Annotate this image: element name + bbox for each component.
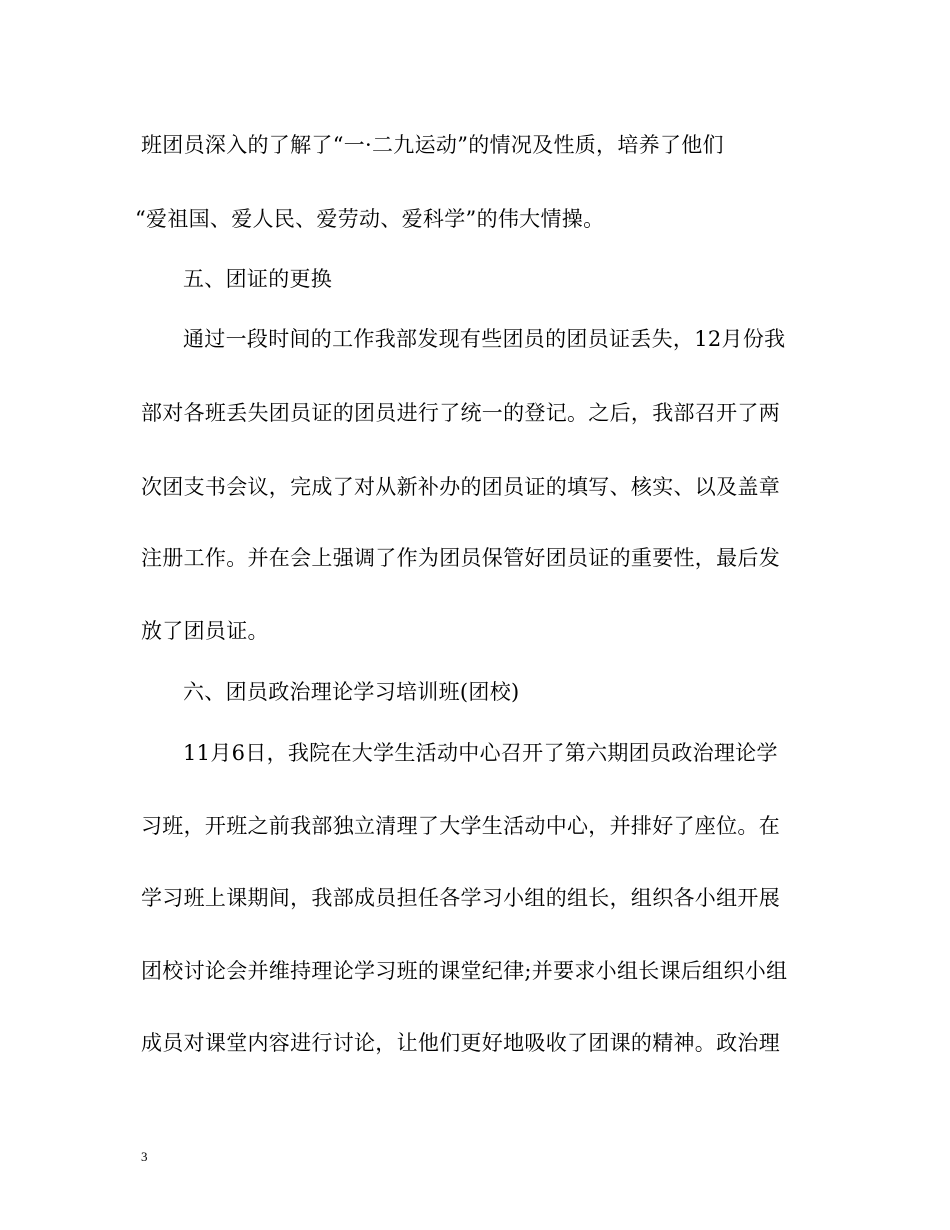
section-heading: 五、团证的更换: [183, 267, 333, 291]
text-line: 11月6日，我院在大学生活动中心召开了第六期团员政治理论学: [183, 741, 778, 765]
text-line: 班团员深入的了解了“一·二九运动”的情况及性质，培养了他们: [141, 133, 724, 157]
page-number: 3: [141, 1149, 148, 1164]
text-line: 成员对课堂内容进行讨论，让他们更好地吸收了团课的精神。政治理: [141, 1031, 780, 1055]
text-line: 放了团员证。: [141, 619, 269, 643]
text-line: 通过一段时间的工作我部发现有些团员的团员证丢失，12月份我: [183, 327, 786, 351]
text-line: “爱祖国、爱人民、爱劳动、爱科学”的伟大情操。: [135, 207, 605, 231]
section-heading: 六、团员政治理论学习培训班(团校): [183, 680, 520, 704]
text-line: 部对各班丢失团员证的团员进行了统一的登记。之后，我部召开了两: [141, 401, 780, 425]
text-line: 团校讨论会并维持理论学习班的课堂纪律;并要求小组长课后组织小组: [141, 959, 788, 983]
text-line: 注册工作。并在会上强调了作为团员保管好团员证的重要性，最后发: [141, 546, 780, 570]
text-line: 习班，开班之前我部独立清理了大学生活动中心，并排好了座位。在: [141, 814, 780, 838]
text-line: 学习班上课期间，我部成员担任各学习小组的组长，组织各小组开展: [141, 886, 780, 910]
text-line: 次团支书会议，完成了对从新补办的团员证的填写、核实、以及盖章: [141, 475, 780, 499]
